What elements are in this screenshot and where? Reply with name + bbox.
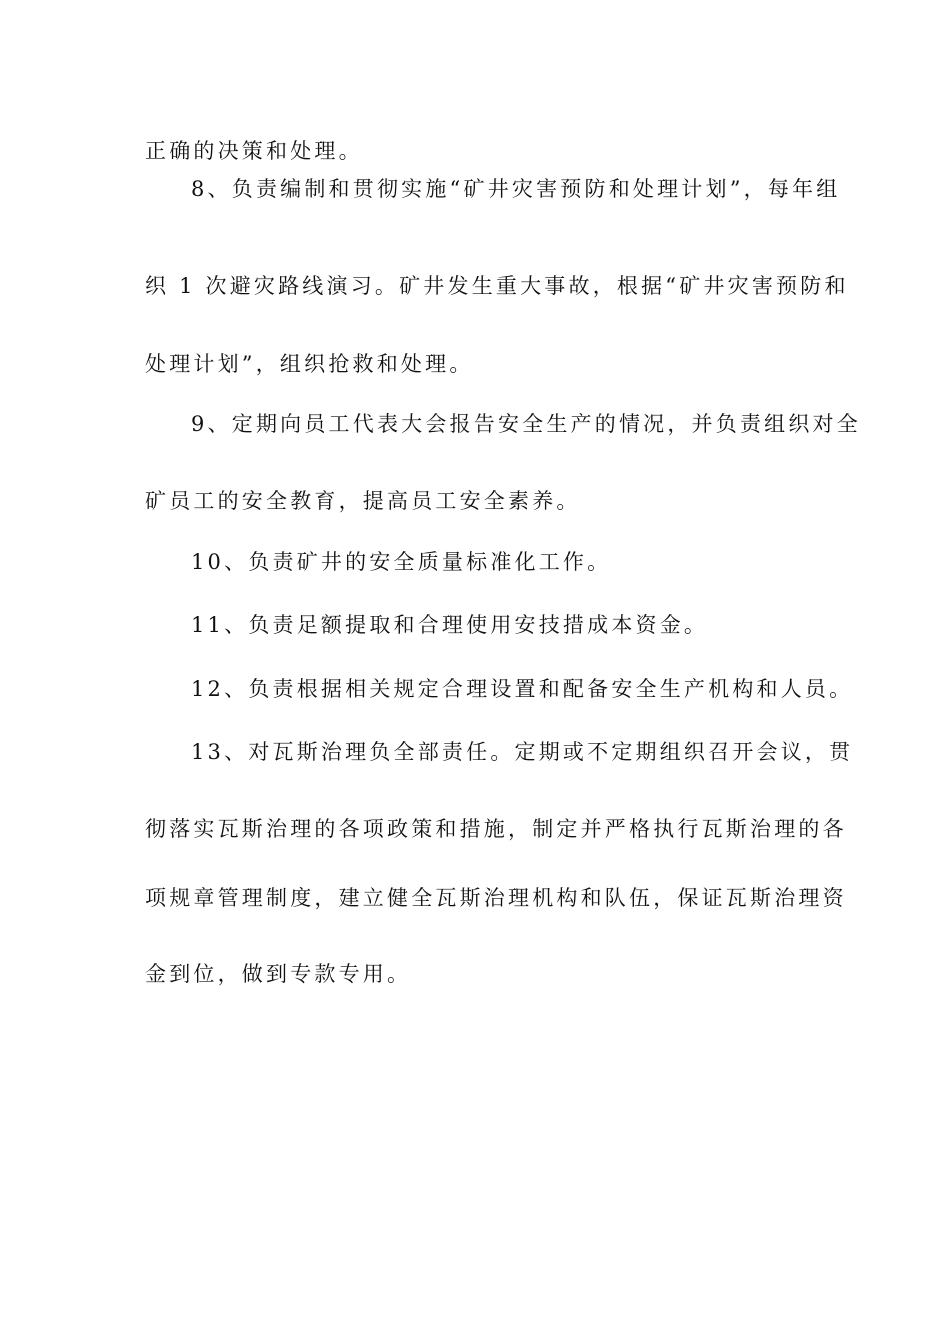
paragraph-line: 正确的决策和处理。 (145, 139, 363, 163)
paragraph-line: 13、对瓦斯治理负全部责任。定期或不定期组织召开会议，贯 (191, 740, 854, 764)
paragraph-line: 金到位，做到专款专用。 (145, 962, 412, 986)
paragraph-line: 10、负责矿井的安全质量标准化工作。 (191, 550, 612, 574)
paragraph-line: 项规章管理制度，建立健全瓦斯治理机构和队伍，保证瓦斯治理资 (145, 886, 847, 910)
paragraph-line: 12、负责根据相关规定合理设置和配备安全生产机构和人员。 (191, 677, 854, 701)
paragraph-line: 9、定期向员工代表大会报告安全生产的情况，并负责组织对全 (191, 412, 861, 436)
paragraph-line: 8、负责编制和贯彻实施“矿井灾害预防和处理计划”，每年组 (191, 177, 841, 201)
paragraph-line: 11、负责足额提取和合理使用安技措成本资金。 (191, 613, 709, 637)
paragraph-line: 处理计划”，组织抢救和处理。 (145, 352, 474, 376)
paragraph-line: 织 1 次避灾路线演习。矿井发生重大事故，根据“矿井灾害预防和 (145, 274, 849, 298)
paragraph-line: 彻落实瓦斯治理的各项政策和措施，制定并严格执行瓦斯治理的各 (145, 817, 847, 841)
paragraph-line: 矿员工的安全教育，提高员工安全素养。 (145, 489, 581, 513)
